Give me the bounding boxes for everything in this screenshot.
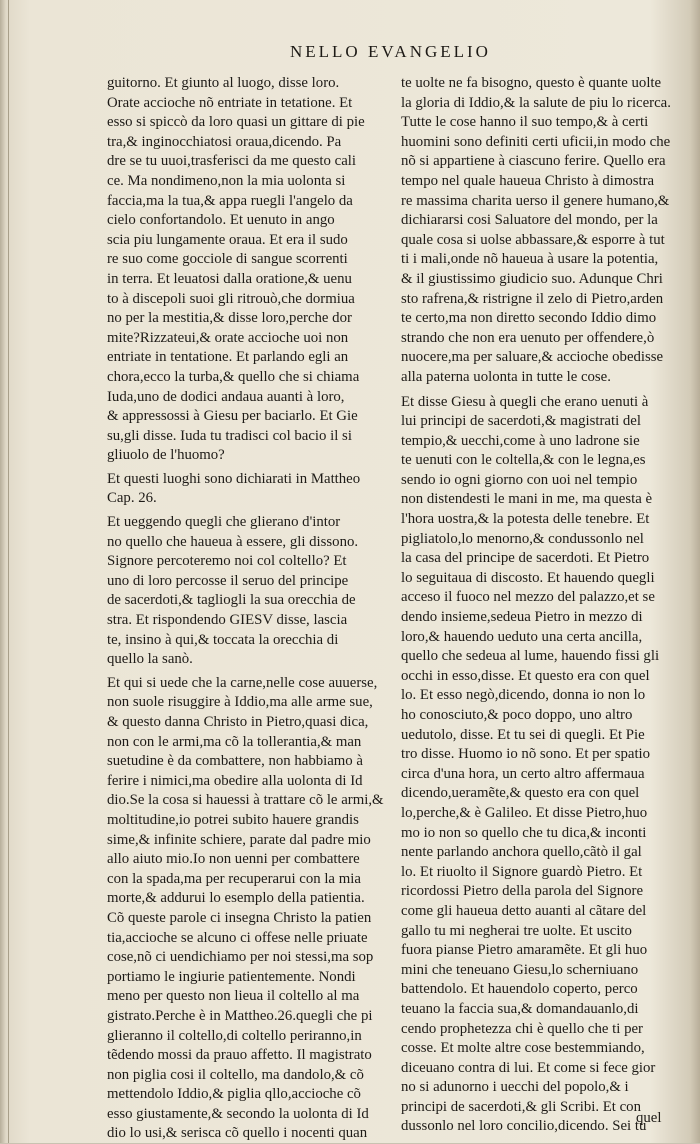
text-line: ti i mali,onde nõ haueua à usare la potentia,: [401, 251, 659, 268]
text-line: re massima charita uerso il genere humano,&: [401, 192, 670, 209]
text-line: non distendesti le mani in me, ma questa è: [401, 491, 653, 508]
text-line: sendo io ogni giorno con uoi nel tempio: [401, 471, 638, 488]
text-line: principi de sacerdoti,& gli Scribi. Et con: [401, 1098, 641, 1115]
text-line: quello che sedeua al lume, hauendo fissi gli: [401, 648, 660, 665]
text-line: dendo insieme,sedeua Pietro in mezzo di: [401, 609, 643, 626]
text-line: ricordossi Pietro della parola del Signore: [401, 883, 644, 900]
text-line: acceso il fuoco nel mezzo del palazzo,et se: [401, 589, 655, 606]
text-line: Et ueggendo quegli che glierano d'intor: [107, 514, 341, 531]
text-line: moltitudine,io potrei subito hauere grandis: [107, 811, 359, 828]
text-line: Et qui si uede che la carne,nelle cose auuerse,: [107, 674, 378, 691]
text-line: mo io non so quello che tu dica,& inconti: [401, 824, 647, 841]
text-line: te certo,ma non diretto secondo Iddio dimo: [401, 310, 657, 327]
text-line: lui principi de sacerdoti,& magistrati del: [401, 413, 641, 430]
page-edge: [8, 0, 9, 1143]
text-line: dicendo,ueramẽte,& questo era con quel: [401, 785, 640, 802]
text-line: lo,perche,& è Galileo. Et disse Pietro,huo: [401, 804, 648, 821]
text-line: teuano la faccia sua,& domandauanlo,di: [401, 1000, 639, 1017]
text-line: strando che non era uenuto per offendere,ò: [401, 329, 655, 346]
text-line: morte,& addurui lo esemplo della patientia.: [107, 890, 365, 907]
text-line: non suole risuggire à Iddio,ma alle arme sue,: [107, 694, 373, 711]
text-line: chora,ecco la turba,& quello che si chiama: [107, 368, 360, 385]
text-line: Et questi luoghi sono dichiarati in Mattheo: [107, 470, 361, 487]
text-line: stra. Et rispondendo GIESV disse, lascia: [107, 612, 348, 629]
left-text-column: [107, 74, 389, 1144]
text-line: dussonlo nel loro concilio,dicendo. Sei tu: [401, 1118, 647, 1135]
paragraph: [401, 393, 683, 1138]
text-line: entriate in tentatione. Et parlando egli an: [107, 349, 349, 366]
text-line: mite?Rizzateui,& orate accioche uoi non: [107, 329, 349, 346]
text-line: no si adunorno i uecchi del popolo,& i: [401, 1079, 629, 1096]
text-line: battendolo. Et hauendolo coperto, perco: [401, 981, 638, 998]
text-line: tempio,& uecchi,come à uno ladrone sie: [401, 432, 640, 449]
text-line: scia piu lungamente oraua. Et era il sudo: [107, 231, 348, 248]
text-line: no quello che haueua à essere, gli dissono.: [107, 533, 359, 550]
text-line: cielo confortandolo. Et uenuto in ango: [107, 212, 335, 229]
text-line: pigliatolo,lo menorno,& condussonlo nel: [401, 530, 644, 547]
text-line: cendo prophetezza chi è quello che ti per: [401, 1020, 643, 1037]
text-line: Cõ queste parole ci insegna Christo la patien: [107, 909, 372, 926]
text-line: gistrato.Perche è in Mattheo.26.quegli che pi: [107, 1007, 373, 1024]
text-line: suetudine è da combattere, non habbiamo à: [107, 753, 363, 770]
text-line: mini che teneuano Giesu,lo scherniuano: [401, 961, 639, 978]
paragraph: [107, 513, 389, 670]
paragraph: [107, 74, 389, 466]
text-line: alla paterna uolonta in tutte le cose.: [401, 368, 611, 385]
text-line: allo aiuto mio.Io non uenni per combattere: [107, 851, 360, 868]
text-line: faccia,ma la tua,& appa ruegli l'angelo da: [107, 192, 353, 209]
text-line: Iuda,uno de dodici andaua auanti à loro,: [107, 388, 345, 405]
text-line: mettendolo Iddio,& piglia qllo,accioche cõ: [107, 1086, 361, 1103]
text-line: Cap. 26.: [107, 490, 157, 507]
text-line: loro,& hauendo ueduto una certa ancilla,: [401, 628, 643, 645]
text-line: re suo come gocciole di sangue scorrenti: [107, 251, 348, 268]
text-line: esso giustamente,& secondo la uolonta di Id: [107, 1105, 369, 1122]
text-line: sime,& infinite schiere, parate dal padre mio: [107, 831, 371, 848]
paragraph: [107, 470, 389, 509]
text-line: no per la mestitia,& disse loro,perche dor: [107, 310, 352, 327]
text-line: te, insino à qui,& toccata la orecchia di: [107, 631, 339, 648]
text-line: nuocere,ma per saluare,& accioche obedisse: [401, 349, 664, 366]
text-line: la casa del principe de sacerdoti. Et Pietro: [401, 550, 650, 567]
text-line: glieranno il coltello,di coltello periranno,in: [107, 1027, 362, 1044]
text-line: quello la sanò.: [107, 651, 193, 668]
text-line: tro disse. Huomo io nõ sono. Et per spatio: [401, 746, 651, 763]
text-line: Et disse Giesu à quegli che erano uenuti à: [401, 393, 649, 410]
text-line: l'hora uostra,& la potesta delle tenebre. Et: [401, 511, 650, 528]
paragraph: [401, 74, 683, 388]
text-line: dio.Se la cosa si hauessi à trattare cõ le armi,&: [107, 792, 384, 809]
text-line: dichiararsi cosi Saluatore del mondo, per la: [401, 212, 658, 229]
text-line: huomini sono definiti certi uficii,in modo che: [401, 133, 671, 150]
text-line: te uolte ne fa bisogno, questo è quante uolte: [401, 75, 662, 91]
text-line: & appressossi à Giesu per baciarlo. Et Gie: [107, 408, 358, 425]
text-line: uedutolo, disse. Et tu sei di quegli. Et Pie: [401, 726, 645, 743]
catchword: quel: [636, 1110, 662, 1126]
text-line: fuora pianse Pietro amaramẽte. Et gli huo: [401, 942, 648, 959]
text-line: tra,& inginocchiatosi oraua,dicendo. Pa: [107, 133, 342, 150]
text-line: de sacerdoti,& tagliogli la sua orecchia de: [107, 592, 356, 609]
text-line: Orate accioche nõ entriate in tetatione. Et: [107, 94, 353, 111]
text-line: dio lo usi,& serisca cõ quello i nocenti quan: [107, 1125, 368, 1142]
text-line: in terra. Et leuatosi dalla oratione,& uenu: [107, 270, 352, 287]
text-line: to à discepoli suoi gli ritrouò,che dormiua: [107, 290, 355, 307]
text-line: ho conosciuto,& poco doppo, uno altro: [401, 707, 633, 723]
text-line: te uenuti con le coltella,& con le legna,es: [401, 452, 646, 469]
text-line: su,gli disse. Iuda tu tradisci col bacio il si: [107, 427, 352, 444]
text-line: portiamo le ingiurie patientemente. Nondi: [107, 968, 356, 985]
text-line: gliuolo de l'huomo?: [107, 447, 225, 464]
text-line: esso si spiccò da loro quasi un gittare di pie: [107, 114, 365, 131]
text-line: non con le armi,ma cõ la tollerantia,& man: [107, 733, 362, 750]
text-line: con la spada,ma per recuperarui con la mia: [107, 870, 361, 887]
text-line: tempo nel quale haueua Christo à dimostra: [401, 172, 655, 189]
text-line: lo. Et riuolto il Signore guardò Pietro. Et: [401, 863, 643, 880]
text-line: non piglia cosi il coltello, ma dandolo,& cõ: [107, 1066, 364, 1083]
text-line: quale cosa si uolse abbassare,& esporre à tut: [401, 231, 665, 248]
text-line: come gli haueua detto auanti al cãtare del: [401, 902, 647, 919]
text-line: circa d'una hora, un certo altro affermaua: [401, 765, 645, 782]
right-text-column: [401, 74, 683, 1137]
text-line: & questo danna Christo in Pietro,quasi dica,: [107, 714, 369, 730]
running-head: NELLO EVANGELIO: [290, 42, 491, 61]
text-line: cose,nõ ci uendichiamo per noi stessi,ma sop: [107, 949, 374, 966]
text-line: lo. Et esso negò,dicendo, donna io non lo: [401, 687, 646, 704]
text-line: occhi in esso,disse. Et questo era con quel: [401, 667, 650, 684]
text-line: ferire i nimici,ma obedire alla uolonta di Id: [107, 772, 363, 789]
text-line: dre se tu uuoi,trasferisci da me questo cali: [107, 153, 356, 170]
text-line: uno di loro percosse il seruo del principe: [107, 572, 349, 589]
text-line: nõ si appartiene à ciascuno ferire. Quello era: [401, 153, 666, 170]
text-line: sto rafrena,& ristrigne il zelo di Pietro,arden: [401, 290, 664, 307]
text-line: gallo tu mi negherai tre uolte. Et uscito: [401, 922, 632, 939]
text-line: tia,accioche se alcuno ci offese nelle priuate: [107, 929, 368, 946]
text-line: diceuano contra di lui. Et come si fece gior: [401, 1059, 656, 1076]
text-line: ce. Ma nondimeno,non la mia uolonta si: [107, 172, 346, 189]
text-line: guitorno. Et giunto al luogo, disse loro.: [107, 75, 340, 91]
text-line: & il giustissimo giudicio suo. Adunque Chri: [401, 270, 663, 287]
text-line: lo seguitaua di discosto. Et hauendo quegli: [401, 569, 655, 586]
text-line: la gloria di Iddio,& la salute de piu lo ricerca.: [401, 94, 671, 111]
text-line: cosse. Et molte altre cose bestemmiando,: [401, 1040, 645, 1057]
text-line: nente parlando anchora quello,cãtò il gal: [401, 844, 642, 861]
text-line: meno per questo non lieua il coltello al ma: [107, 988, 360, 1005]
text-line: Signore percoteremo noi col coltello? Et: [107, 553, 347, 570]
text-line: Tutte le cose hanno il suo tempo,& à certi: [401, 114, 649, 131]
paragraph: [107, 674, 389, 1144]
text-line: tẽdendo mossi da prauo affetto. Il magistrato: [107, 1047, 372, 1064]
